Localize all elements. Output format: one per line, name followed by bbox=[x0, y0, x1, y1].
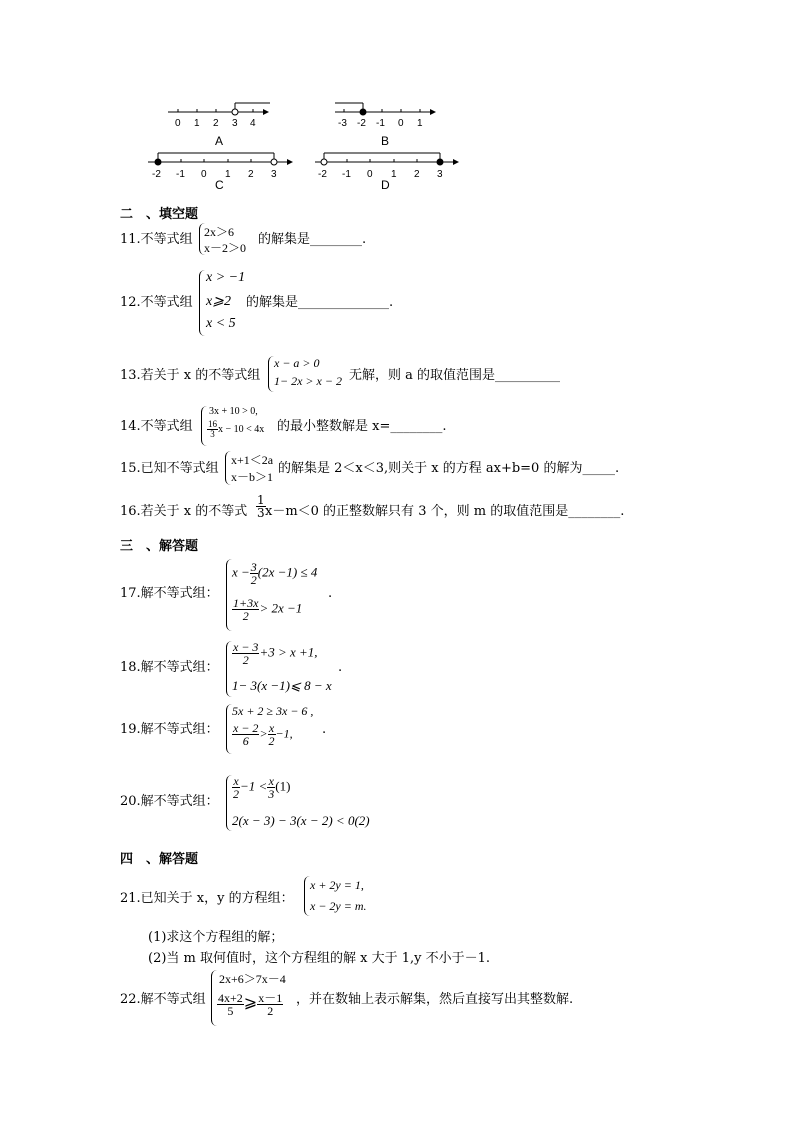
option-label-b: B bbox=[381, 134, 390, 148]
question-prefix: 11.不等式组 bbox=[120, 232, 193, 247]
question-suffix: 的解集是________. bbox=[258, 232, 367, 247]
question-prefix: 18.解不等式组： bbox=[120, 660, 219, 675]
option-label-c: C bbox=[215, 178, 224, 192]
question-prefix: 12.不等式组 bbox=[120, 295, 193, 310]
question-prefix: 22.解不等式组 bbox=[120, 992, 206, 1007]
tick-label: -1 bbox=[376, 118, 385, 129]
question-suffix: 的解集是 2＜x＜3,则关于 x 的方程 ax+b=0 的解为_____. bbox=[278, 461, 620, 476]
tick-label: 0 bbox=[201, 169, 207, 180]
system-line: x + 2y = 1, bbox=[310, 878, 364, 892]
tick-label: 1 bbox=[225, 169, 231, 180]
question-prefix: 19.解不等式组： bbox=[120, 722, 219, 737]
system-line: x > −1 bbox=[206, 270, 246, 285]
section-title-fill-in: 二 、填空题 bbox=[120, 207, 199, 222]
system-line: $\frac{1+3x}{2}$ > 2x −1 bbox=[233, 596, 303, 623]
tick-label: 0 bbox=[367, 169, 373, 180]
system-line: 2x＞6 bbox=[204, 225, 235, 239]
question-suffix: . bbox=[328, 586, 333, 601]
system-line: x+1＜2a bbox=[231, 453, 274, 467]
option-label-d: D bbox=[381, 178, 390, 192]
tick-label: 1 bbox=[391, 169, 397, 180]
sub-question-2: (2)当 m 取何值时，这个方程组的解 x 大于 1,y 不小于－1. bbox=[148, 951, 491, 966]
system-line: 1− 3(x −1)⩽ 8 − x bbox=[232, 678, 332, 693]
system-line: x − $\frac{3}{2}$ (2x −1) ≤ 4 bbox=[232, 560, 318, 587]
fraction: $\frac{1}{3}$ bbox=[257, 493, 265, 520]
tick-label: 2 bbox=[414, 169, 420, 180]
inequality-system bbox=[201, 406, 281, 446]
system-line: x－2＞0 bbox=[204, 241, 247, 255]
inequality-system bbox=[211, 970, 301, 1026]
tick-label: -2 bbox=[318, 169, 327, 180]
system-line: $\frac{x - 2}{6}$ > $\frac{x}{2}$ −1, bbox=[233, 721, 293, 748]
system-line: x − a > 0 bbox=[274, 356, 320, 370]
question-suffix: . bbox=[338, 660, 343, 675]
tick-label: -3 bbox=[338, 118, 347, 129]
number-line-figure bbox=[140, 95, 460, 195]
system-line: 5x + 2 ≥ 3x − 6 , bbox=[232, 704, 314, 718]
question-suffix: x－m＜0 的正整数解只有 3 个，则 m 的取值范围是________. bbox=[265, 504, 625, 519]
question-prefix: 20.解不等式组： bbox=[120, 794, 219, 809]
question-prefix: 16.若关于 x 的不等式 bbox=[120, 504, 248, 519]
tick-label: -2 bbox=[357, 118, 366, 129]
system-line: $\frac{x - 3}{2}$ +3 > x +1, bbox=[233, 640, 318, 667]
tick-label: 0 bbox=[175, 118, 181, 129]
question-suffix: 的最小整数解是 x=________. bbox=[277, 419, 447, 434]
system-line: x－b＞1 bbox=[231, 470, 274, 484]
question-suffix: 的解集是______________. bbox=[246, 295, 394, 310]
system-line: $\frac{16}{3}$ x − 10 < 4x bbox=[208, 419, 265, 439]
inequality-system bbox=[226, 704, 326, 754]
tick-label: -1 bbox=[342, 169, 351, 180]
number-line-b bbox=[335, 103, 435, 148]
option-label-a: A bbox=[215, 134, 224, 148]
section-title-answer: 四 、解答题 bbox=[120, 852, 199, 867]
inequality-system bbox=[225, 451, 283, 485]
tick-label: 4 bbox=[250, 118, 256, 129]
question-prefix: 14.不等式组 bbox=[120, 419, 193, 434]
tick-label: 1 bbox=[194, 118, 200, 129]
tick-label: 2 bbox=[213, 118, 219, 129]
system-line: x < 5 bbox=[206, 316, 236, 331]
question-prefix: 13.若关于 x 的不等式组 bbox=[120, 368, 261, 383]
tick-label: -2 bbox=[152, 169, 161, 180]
system-line: 1− 2x > x − 2 bbox=[274, 374, 342, 388]
system-line: $\frac{x}{2}$ −1 < $\frac{x}{3}$ (1) bbox=[233, 774, 291, 801]
tick-label: 3 bbox=[232, 118, 238, 129]
tick-label: 3 bbox=[437, 169, 443, 180]
system-line: 2(x − 3) − 3(x − 2) < 0(2) bbox=[232, 813, 370, 828]
question-prefix: 15.已知不等式组 bbox=[120, 461, 219, 476]
inequality-system bbox=[226, 641, 341, 697]
system-line: 3x + 10 > 0, bbox=[209, 406, 258, 417]
question-prefix: 17.解不等式组： bbox=[120, 586, 219, 601]
question-suffix: ，并在数轴上表示解集，然后直接写出其整数解. bbox=[296, 992, 574, 1007]
inequality-system bbox=[268, 356, 353, 392]
inequality-system bbox=[226, 559, 336, 631]
system-line: $\frac{4x+2}{5}$ ⩾ $\frac{x-1}{2}$ bbox=[218, 991, 283, 1018]
question-prefix: 21.已知关于 x，y 的方程组： bbox=[120, 891, 294, 906]
inequality-system bbox=[226, 775, 386, 831]
sub-question-1: (1)求这个方程组的解； bbox=[148, 930, 284, 945]
tick-label: 2 bbox=[248, 169, 254, 180]
tick-label: 1 bbox=[417, 118, 423, 129]
tick-label: 3 bbox=[271, 169, 277, 180]
equation-system bbox=[304, 876, 384, 916]
system-line: x − 2y = m. bbox=[310, 899, 367, 913]
tick-label: -1 bbox=[176, 169, 185, 180]
number-line-d bbox=[315, 153, 458, 192]
number-line-a bbox=[168, 103, 270, 148]
inequality-system bbox=[199, 223, 259, 255]
system-line: x⩾2 bbox=[206, 294, 231, 309]
number-line-c bbox=[148, 153, 292, 192]
system-line: 2x+6＞7x－4 bbox=[219, 972, 286, 986]
question-suffix: 无解，则 a 的取值范围是__________ bbox=[349, 368, 561, 383]
question-suffix: . bbox=[322, 722, 327, 737]
tick-label: 0 bbox=[398, 118, 404, 129]
section-title-solve: 三 、解答题 bbox=[120, 539, 199, 554]
